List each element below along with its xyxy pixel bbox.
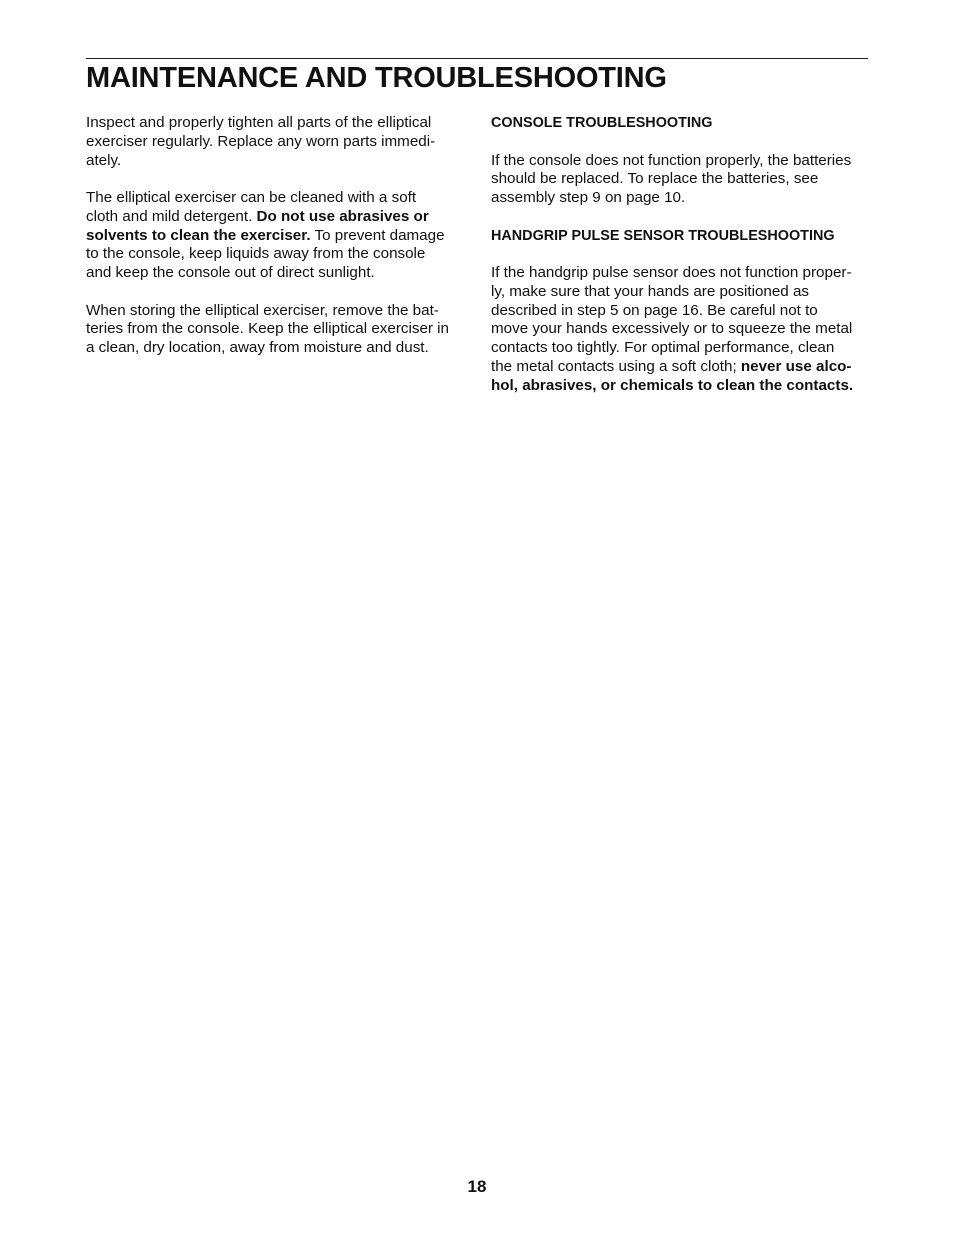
warning-text: Do not use abrasives or — [256, 207, 429, 225]
text-run: the metal contacts using a soft cloth; — [491, 357, 741, 375]
text-run: To prevent damage — [310, 226, 445, 244]
right-column — [491, 114, 869, 414]
warning-text: hol, abrasives, or chemicals to clean the contacts. — [491, 376, 854, 394]
console-troubleshooting-paragraph — [491, 152, 869, 208]
text-line: a clean, dry location, away from moisture and dust. — [86, 339, 429, 356]
warning-text: solvents to clean the exerciser. — [86, 226, 311, 244]
warning-text: never use alco- — [740, 357, 852, 375]
inspect-paragraph — [86, 114, 466, 170]
console-troubleshooting-heading: CONSOLE TROUBLESHOOTING — [491, 115, 713, 131]
text-line: move your hands excessively or to squeeze the metal — [491, 320, 853, 338]
cleaning-paragraph — [86, 189, 466, 283]
text-line: ly, make sure that your hands are positioned as — [491, 282, 809, 300]
text-line: exerciser regularly. Replace any worn parts immedi- — [86, 132, 436, 150]
text-line: When storing the elliptical exerciser, remove the bat- — [86, 301, 439, 319]
text-line: contacts too tightly. For optimal performance, clean — [491, 339, 835, 356]
text-line: and keep the console out of direct sunlight. — [86, 264, 375, 281]
title-rule — [86, 58, 868, 59]
text-line — [86, 208, 466, 227]
text-line: described in step 5 on page 16. Be careful not to — [491, 301, 818, 319]
text-run: cloth and mild detergent. — [86, 207, 257, 225]
text-line: ately. — [86, 151, 122, 169]
text-line: The elliptical exerciser can be cleaned with a soft — [86, 189, 417, 206]
text-line — [86, 227, 466, 246]
text-line: to the console, keep liquids away from the console — [86, 245, 426, 263]
text-line: If the console does not function properly, the batteries — [491, 151, 852, 169]
text-line: Inspect and properly tighten all parts of the elliptical — [86, 114, 432, 131]
storing-paragraph — [86, 302, 466, 358]
left-column — [86, 114, 466, 377]
text-line: assembly step 9 on page 10. — [491, 189, 686, 206]
text-line: teries from the console. Keep the elliptical exerciser in — [86, 320, 449, 338]
text-line — [491, 377, 869, 396]
pulse-sensor-heading: HANDGRIP PULSE SENSOR TROUBLESHOOTING — [491, 227, 835, 244]
text-line: If the handgrip pulse sensor does not function proper- — [491, 264, 852, 281]
pulse-sensor-paragraph — [491, 264, 869, 395]
page-title: MAINTENANCE AND TROUBLESHOOTING — [86, 62, 667, 94]
page-number: 18 — [467, 1177, 487, 1196]
text-line — [491, 358, 869, 377]
text-line: should be replaced. To replace the batteries, see — [491, 170, 819, 188]
